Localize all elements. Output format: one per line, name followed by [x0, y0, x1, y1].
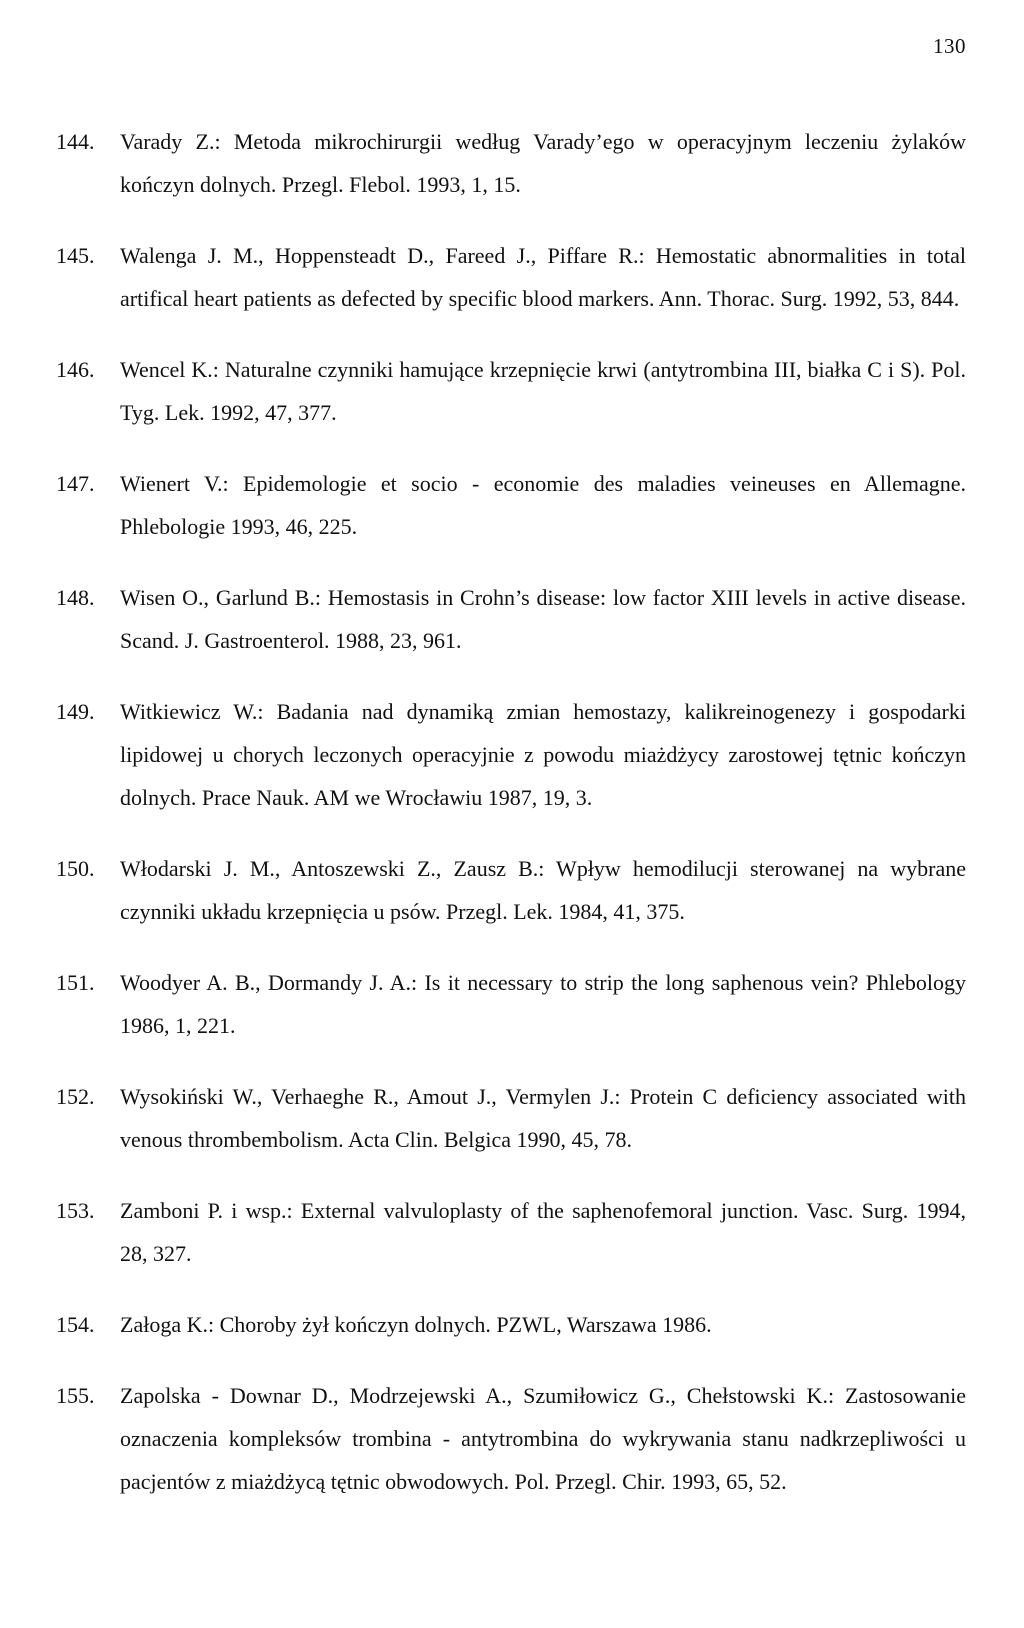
reference-item — [56, 462, 966, 548]
reference-number: 150. — [56, 856, 95, 881]
reference-number: 154. — [56, 1312, 95, 1337]
reference-text: Zamboni P. i wsp.: External valvuloplasty of the saphenofemoral junction. Vasc. Surg. 1994, 28, 327. — [120, 1198, 966, 1266]
reference-list — [56, 120, 966, 1531]
reference-item — [56, 120, 966, 206]
reference-number: 153. — [56, 1198, 95, 1223]
reference-item — [56, 1189, 966, 1275]
reference-text: Zapolska - Downar D., Modrzejewski A., Szumiłowicz G., Chełstowski K.: Zastosowanie oznaczenia kompleksów trombina - antytrombina do wykrywania stanu nadkrzepliwości u pacjentów z miażdżycą tętnic obwodowych. Pol. Przegl. Chir. 1993, 65, 52. — [120, 1383, 966, 1494]
reference-number: 145. — [56, 243, 95, 268]
reference-number: 149. — [56, 699, 95, 724]
reference-number: 147. — [56, 471, 95, 496]
reference-text: Włodarski J. M., Antoszewski Z., Zausz B.: Wpływ hemodilucji sterowanej na wybrane czynniki układu krzepnięcia u psów. Przegl. Lek. 1984, 41, 375. — [120, 856, 966, 924]
reference-text: Varady Z.: Metoda mikrochirurgii według Varady’ego w operacyjnym leczeniu żylaków kończyn dolnych. Przegl. Flebol. 1993, 1, 15. — [120, 129, 966, 197]
reference-number: 152. — [56, 1084, 95, 1109]
reference-number: 144. — [56, 129, 95, 154]
reference-text: Wencel K.: Naturalne czynniki hamujące krzepnięcie krwi (antytrombina III, białka C i S). Pol. Tyg. Lek. 1992, 47, 377. — [120, 357, 966, 425]
reference-text: Wienert V.: Epidemologie et socio - economie des maladies veineuses en Allemagne. Phlebologie 1993, 46, 225. — [120, 471, 966, 539]
reference-item — [56, 234, 966, 320]
reference-text: Wysokiński W., Verhaeghe R., Amout J., Vermylen J.: Protein C deficiency associated with venous thrombembolism. Acta Clin. Belgica 1990, 45, 78. — [120, 1084, 966, 1152]
reference-number: 148. — [56, 585, 95, 610]
reference-number: 151. — [56, 970, 95, 995]
reference-text: Wisen O., Garlund B.: Hemostasis in Crohn’s disease: low factor XIII levels in active disease. Scand. J. Gastroenterol. 1988, 23, 961. — [120, 585, 966, 653]
reference-number: 155. — [56, 1383, 95, 1408]
reference-text: Woodyer A. B., Dormandy J. A.: Is it necessary to strip the long saphenous vein? Phlebology 1986, 1, 221. — [120, 970, 966, 1038]
reference-item — [56, 1374, 966, 1503]
reference-item — [56, 576, 966, 662]
reference-text: Witkiewicz W.: Badania nad dynamiką zmian hemostazy, kalikreinogenezy i gospodarki lipidowej u chorych leczonych operacyjnie z powodu miażdżycy zarostowej tętnic kończyn dolnych. Prace Nauk. AM we Wrocławiu 1987, 19, 3. — [120, 699, 966, 810]
reference-item — [56, 1075, 966, 1161]
reference-item — [56, 348, 966, 434]
reference-text: Załoga K.: Choroby żył kończyn dolnych. PZWL, Warszawa 1986. — [120, 1312, 712, 1337]
reference-item — [56, 847, 966, 933]
page-number: 130 — [933, 34, 966, 58]
reference-item — [56, 690, 966, 819]
reference-number: 146. — [56, 357, 95, 382]
reference-item — [56, 1303, 966, 1346]
reference-item — [56, 961, 966, 1047]
reference-text: Walenga J. M., Hoppensteadt D., Fareed J., Piffare R.: Hemostatic abnormalities in total artifical heart patients as defected by specific blood markers. Ann. Thorac. Surg. 1992, 53, 844. — [120, 243, 966, 311]
